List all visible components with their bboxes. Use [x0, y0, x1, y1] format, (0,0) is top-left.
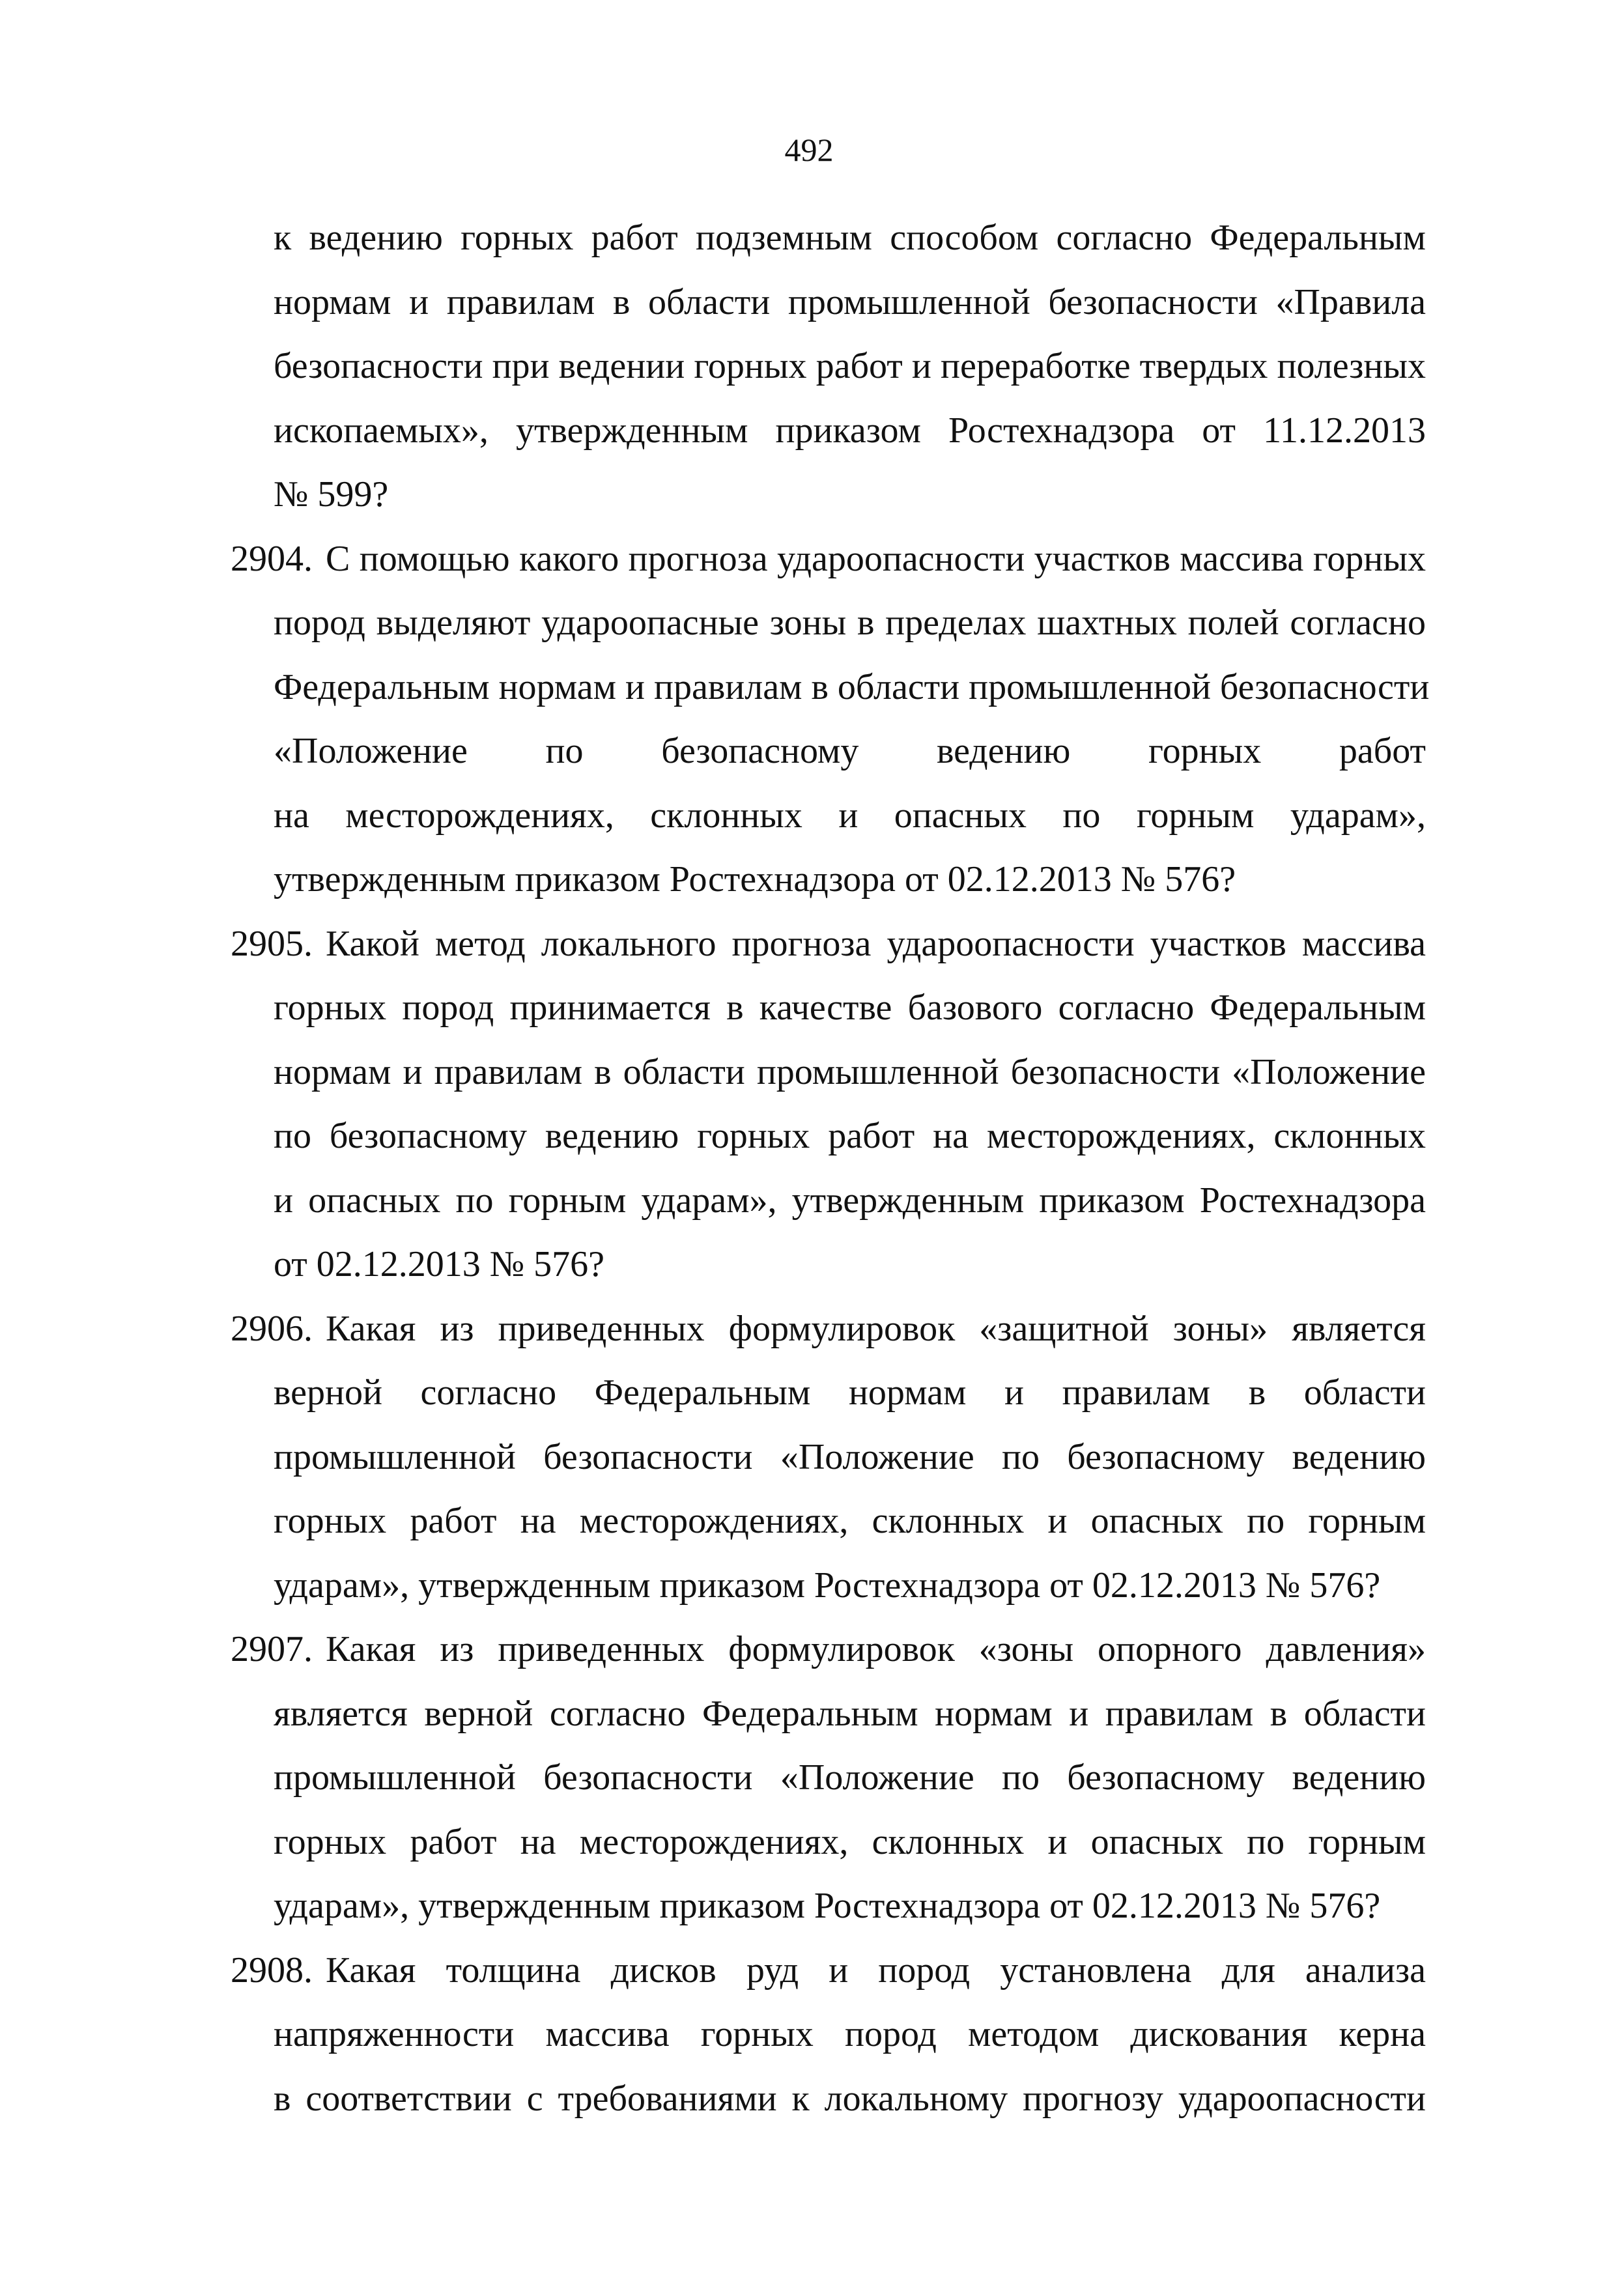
text-line: горных пород принимается в качестве базового согласно Федеральным — [274, 987, 1426, 1028]
text-line: Какая толщина дисков руд и пород установлена для анализа — [326, 1949, 1426, 1991]
text-line: по безопасному ведению горных работ на месторождениях, склонных — [274, 1116, 1426, 1156]
text-line: в соответствии с требованиями к локальному прогнозу удароопасности — [274, 2078, 1426, 2119]
text-line: промышленной безопасности «Положение по безопасному ведению — [274, 1436, 1426, 1477]
question-item-2907 — [231, 1617, 1426, 1938]
question-number: 2904. — [231, 538, 313, 579]
text-line: пород выделяют удароопасные зоны в пределах шахтных полей согласно — [274, 602, 1426, 643]
question-item-2904 — [231, 527, 1430, 912]
continuation-paragraph — [231, 206, 1426, 527]
text-line: ударам», утвержденным приказом Ростехнадзора от 02.12.2013 № 576? — [274, 1565, 1381, 1606]
text-line: Какая из приведенных формулировок «зоны опорного давления» — [326, 1629, 1426, 1669]
text-line: ударам», утвержденным приказом Ростехнадзора от 02.12.2013 № 576? — [274, 1886, 1381, 1926]
text-line: Федеральным нормам и правилам в области промышленной безопасности — [274, 666, 1430, 707]
text-line: нормам и правилам в области промышленной безопасности «Положение — [274, 1051, 1426, 1092]
question-item-2905 — [231, 912, 1426, 1297]
text-line: является верной согласно Федеральным нормам и правилам в области — [274, 1693, 1426, 1734]
text-line: «Положение по безопасному ведению горных работ — [274, 731, 1426, 771]
text-line: безопасности при ведении горных работ и переработке твердых полезных — [274, 346, 1426, 386]
text-line: утвержденным приказом Ростехнадзора от 02.12.2013 № 576? — [274, 859, 1236, 900]
question-number: 2905. — [231, 923, 313, 964]
text-line: верной согласно Федеральным нормам и правилам в области — [274, 1372, 1426, 1413]
text-line: к ведению горных работ подземным способом согласно Федеральным — [274, 218, 1426, 258]
text-line: ископаемых», утвержденным приказом Ростехнадзора от 11.12.2013 — [274, 410, 1426, 451]
text-line: Какой метод локального прогноза удароопасности участков массива — [326, 923, 1426, 964]
text-line: горных работ на месторождениях, склонных и опасных по горным — [274, 1821, 1426, 1862]
document-body — [231, 206, 1430, 2131]
text-line: и опасных по горным ударам», утвержденным приказом Ростехнадзора — [274, 1180, 1426, 1221]
text-line: С помощью какого прогноза удароопасности участков массива горных — [326, 538, 1426, 579]
text-line: нормам и правилам в области промышленной безопасности «Правила — [274, 281, 1426, 322]
question-number: 2906. — [231, 1308, 313, 1349]
text-line: от 02.12.2013 № 576? — [274, 1244, 605, 1284]
text-line: на месторождениях, склонных и опасных по горным ударам», — [274, 795, 1426, 836]
page-number: 492 — [784, 132, 834, 168]
question-item-2908 — [231, 1938, 1426, 2131]
question-number: 2908. — [231, 1949, 313, 1991]
text-line: № 599? — [274, 474, 389, 515]
text-line: промышленной безопасности «Положение по безопасному ведению — [274, 1757, 1426, 1798]
text-line: напряженности массива горных пород методом дискования керна — [274, 2014, 1426, 2054]
text-line: горных работ на месторождениях, склонных и опасных по горным — [274, 1501, 1426, 1541]
question-number: 2907. — [231, 1629, 313, 1669]
question-item-2906 — [231, 1297, 1426, 1618]
text-line: Какая из приведенных формулировок «защитной зоны» является — [326, 1308, 1426, 1349]
